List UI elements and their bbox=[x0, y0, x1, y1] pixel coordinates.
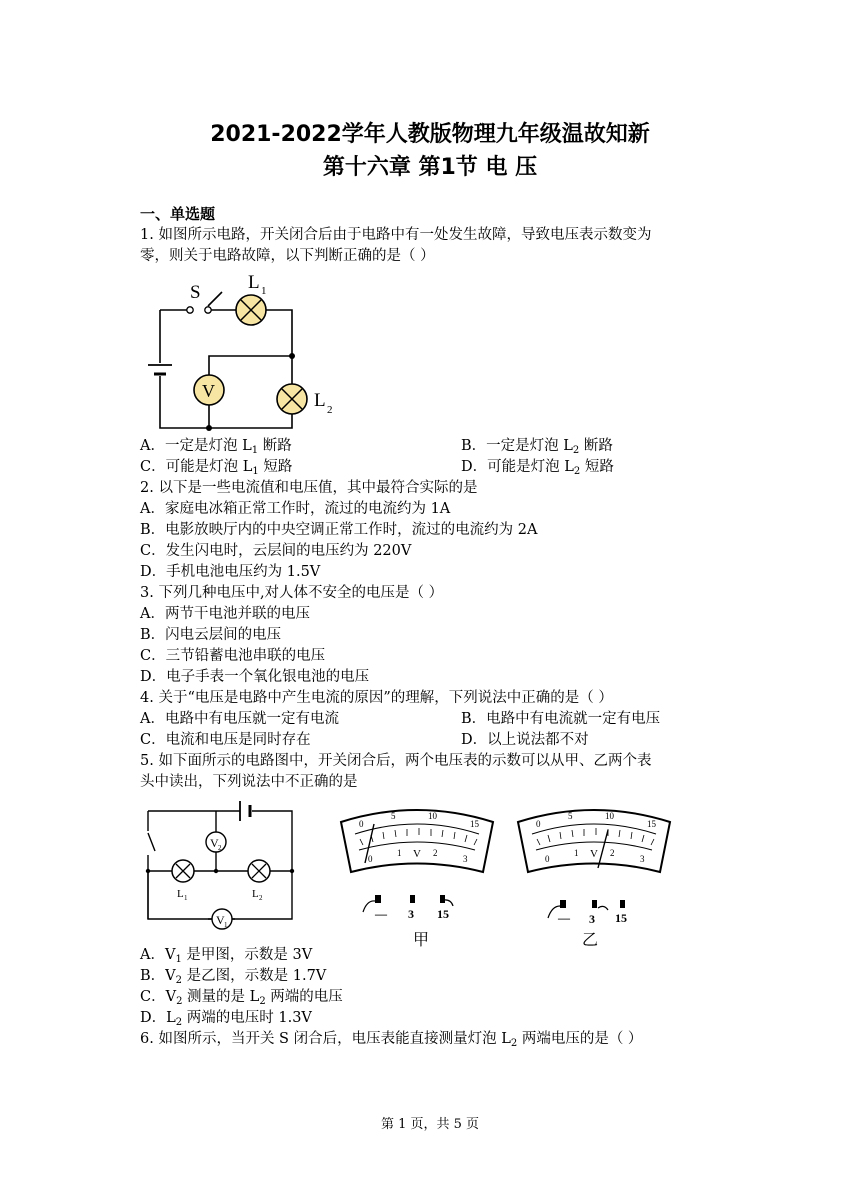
meter-a-terminal-neg: — bbox=[375, 907, 387, 921]
meter-a-scale-0: 0 bbox=[359, 819, 364, 829]
q4-option-c: C．电流和电压是同时存在 bbox=[140, 732, 311, 748]
q2-option-b: B．电影放映厅内的中央空调正常工作时，流过的电流约为 2A bbox=[140, 522, 538, 538]
meter-a-scale-b1: 1 bbox=[397, 848, 402, 858]
q1-option-a: A．一定是灯泡 $L_1$ 断路 bbox=[140, 438, 292, 456]
l2-label-sub: 2 bbox=[259, 894, 263, 902]
meter-b-scale-b2: 2 bbox=[610, 848, 615, 858]
section-title: 一、单选题 bbox=[140, 205, 216, 223]
meter-b-terminal-3: 3 bbox=[589, 912, 595, 926]
meter-b-terminal-15: 15 bbox=[615, 911, 627, 925]
v1-label: V bbox=[216, 913, 225, 927]
q1-option-d: D．可能是灯泡 $L_2$ 短路 bbox=[461, 459, 614, 477]
q3-stem: 3. 下列几种电压中,对人体不安全的电压是（ ） bbox=[140, 585, 444, 601]
voltmeter-label: V bbox=[202, 381, 215, 401]
meter-a-scale-5: 5 bbox=[391, 811, 396, 821]
meter-b-scale-b3: 3 bbox=[640, 854, 645, 864]
q1-circuit-diagram bbox=[140, 268, 340, 438]
meter-b-scale-b0: 0 bbox=[545, 854, 550, 864]
q4-option-a: A．电路中有电压就一定有电流 bbox=[140, 711, 339, 727]
q5-option-d: D．$L_2$ 两端的电压时 1.3V bbox=[140, 1010, 312, 1028]
lamp1-label: L bbox=[248, 272, 260, 293]
q3-option-a: A．两节干电池并联的电压 bbox=[140, 606, 310, 622]
q5-stem-line1: 5. 如下面所示的电路图中，开关闭合后，两个电压表的示数可以从甲、乙两个表 bbox=[140, 753, 652, 769]
switch-label: S bbox=[190, 282, 201, 303]
q1-stem-line2: 零，则关于电路故障，以下判断正确的是（ ） bbox=[140, 248, 435, 264]
q4-stem: 4. 关于“电压是电路中产生电流的原因”的理解，下列说法中正确的是（ ） bbox=[140, 690, 613, 706]
v2-label-sub: 2 bbox=[218, 844, 222, 852]
q5-stem-line2: 头中读出，下列说法中不正确的是 bbox=[140, 774, 358, 790]
q5-option-b: B．$V_2$ 是乙图，示数是 1.7V bbox=[140, 968, 327, 986]
meter-b-scale-b1: 1 bbox=[574, 848, 579, 858]
voltmeter-dial-b bbox=[512, 800, 677, 950]
lamp1-label-sub: 1 bbox=[261, 285, 267, 297]
q1-option-b: B．一定是灯泡 $L_2$ 断路 bbox=[461, 438, 613, 456]
lamp2-label-sub: 2 bbox=[327, 404, 333, 416]
l1-label-sub: 1 bbox=[184, 894, 188, 902]
q3-option-b: B．闪电云层间的电压 bbox=[140, 627, 282, 643]
meter-b-terminal-neg: — bbox=[558, 911, 570, 925]
meter-a-unit: V bbox=[413, 848, 421, 860]
l2-label: L bbox=[252, 888, 259, 900]
q2-option-a: A．家庭电冰箱正常工作时，流过的电流约为 1A bbox=[140, 501, 451, 517]
q1-option-c: C．可能是灯泡 $L_1$ 短路 bbox=[140, 459, 293, 477]
l1-label: L bbox=[177, 888, 184, 900]
meter-a-scale-b0: 0 bbox=[368, 854, 373, 864]
meter-b-unit: V bbox=[590, 848, 598, 860]
q5-circuit-diagram bbox=[140, 797, 300, 932]
q3-option-c: C．三节铅蓄电池串联的电压 bbox=[140, 648, 326, 664]
q4-option-b: B．电路中有电流就一定有电压 bbox=[461, 711, 661, 727]
q2-option-d: D．手机电池电压约为 1.5V bbox=[140, 564, 321, 580]
v1-label-sub: 1 bbox=[224, 921, 228, 929]
meter-b-caption: 乙 bbox=[582, 932, 599, 949]
q6-stem: 6. 如图所示，当开关 S 闭合后，电压表能直接测量灯泡 $L_2$ 两端电压的是（ ） bbox=[140, 1031, 643, 1049]
meter-a-scale-15: 15 bbox=[470, 819, 479, 829]
meter-a-caption: 甲 bbox=[413, 932, 430, 949]
meter-a-scale-10: 10 bbox=[428, 811, 437, 821]
v2-label: V bbox=[210, 836, 219, 850]
meter-b-scale-10: 10 bbox=[605, 811, 614, 821]
q4-option-d: D．以上说法都不对 bbox=[461, 732, 589, 748]
q2-stem: 2. 以下是一些电流值和电压值，其中最符合实际的是 bbox=[140, 480, 478, 496]
page-footer: 第 1 页，共 5 页 bbox=[380, 1117, 480, 1132]
lamp2-label: L bbox=[314, 390, 326, 411]
meter-b-scale-15: 15 bbox=[647, 819, 656, 829]
meter-a-scale-b3: 3 bbox=[463, 854, 468, 864]
q1-stem-line1: 1. 如图所示电路，开关闭合后由于电路中有一处发生故障，导致电压表示数变为 bbox=[140, 227, 652, 243]
page-subtitle: 第十六章 第1节 电 压 bbox=[322, 155, 538, 180]
meter-a-terminal-3: 3 bbox=[408, 907, 414, 921]
q2-option-c: C．发生闪电时，云层间的电压约为 220V bbox=[140, 543, 412, 559]
meter-b-scale-5: 5 bbox=[568, 811, 573, 821]
q5-option-c: C．$V_2$ 测量的是 $L_2$ 两端的电压 bbox=[140, 989, 343, 1007]
meter-b-scale-0: 0 bbox=[536, 819, 541, 829]
q3-option-d: D．电子手表一个氧化银电池的电压 bbox=[140, 669, 370, 685]
meter-a-scale-b2: 2 bbox=[433, 848, 438, 858]
page-title: 2021-2022学年人教版物理九年级温故知新 bbox=[210, 122, 650, 147]
voltmeter-dial-a bbox=[335, 800, 500, 950]
q5-option-a: A．$V_1$ 是甲图，示数是 3V bbox=[140, 947, 313, 965]
meter-a-terminal-15: 15 bbox=[437, 907, 449, 921]
